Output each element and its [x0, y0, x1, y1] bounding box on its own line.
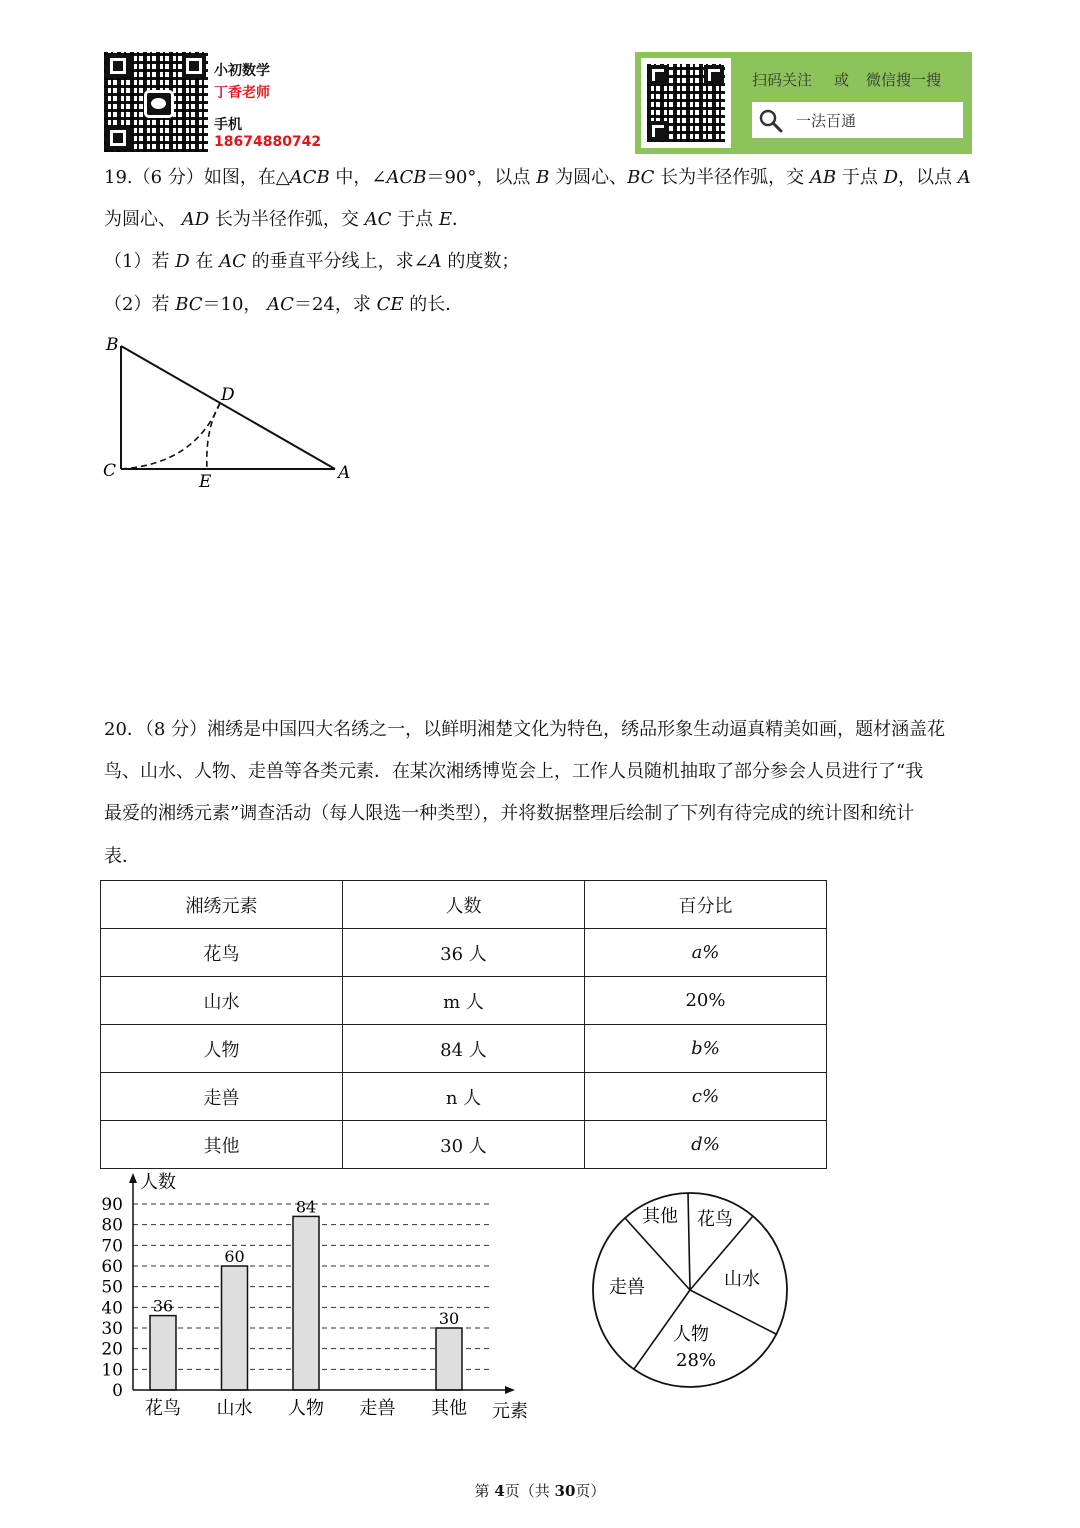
y-tick-label: 10 — [101, 1360, 123, 1381]
bar — [222, 1266, 248, 1390]
header-left-line1: 小初数学 — [214, 63, 270, 79]
header-right-prompt-2: 微信搜一搜 — [866, 71, 942, 89]
table-cell: m 人 — [343, 977, 585, 1025]
x-category-label: 其他 — [431, 1398, 467, 1419]
y-tick-label: 60 — [101, 1257, 123, 1277]
stats-table — [100, 880, 827, 1169]
q19-part2: （2）若 BC＝10， AC＝24，求 CE 的长． — [104, 294, 464, 315]
table-header-cell: 人数 — [343, 881, 585, 929]
x-axis-arrow-icon — [505, 1386, 515, 1394]
wechat-search-box[interactable] — [752, 102, 963, 138]
y-axis-title: 人数 — [140, 1172, 176, 1193]
header-right-banner — [635, 52, 972, 154]
point-e-label: E — [199, 472, 212, 492]
table-cell: 走兽 — [101, 1073, 343, 1121]
segment-ab — [121, 346, 335, 469]
table-cell: c% — [585, 1073, 827, 1121]
table-cell: 30 人 — [343, 1121, 585, 1169]
x-category-label: 花鸟 — [145, 1398, 181, 1419]
bar — [293, 1216, 319, 1390]
table-cell: 84 人 — [343, 1025, 585, 1073]
q19-line1: 19.（6 分）如图，在△ACB 中，∠ACB＝90°，以点 B 为圆心、BC 长为半径作弧，交 AB 于点 D，以点 A — [104, 167, 971, 188]
qr-code-icon — [104, 52, 208, 152]
bar-value-label: 30 — [438, 1309, 460, 1328]
table-cell: a% — [585, 929, 827, 977]
table-header-cell: 湘绣元素 — [101, 881, 343, 929]
page-footer: 第 4页（共 30页） — [474, 1482, 606, 1500]
y-tick-label: 30 — [101, 1319, 123, 1339]
q20-line2: 鸟、山水、人物、走兽等各类元素．在某次湘绣博览会上，工作人员随机抽取了部分参会人员进行了“我 — [104, 761, 924, 782]
bar-value-label: 84 — [295, 1197, 317, 1217]
search-icon — [758, 108, 784, 134]
table-row — [101, 929, 827, 977]
y-tick-label: 70 — [101, 1236, 123, 1257]
x-category-label: 山水 — [216, 1398, 253, 1419]
header-right-qr-box — [641, 58, 731, 148]
bar-chart — [95, 1165, 545, 1435]
table-row — [101, 1073, 827, 1121]
vertex-b-label: B — [106, 335, 119, 355]
table-cell: b% — [585, 1025, 827, 1073]
q20-line3: 最爱的湘绣元素”调查活动（每人限选一种类型），并将数据整理后绘制了下列有待完成的统计图和统计 — [104, 803, 915, 824]
table-header-cell: 百分比 — [585, 881, 827, 929]
table-row — [101, 1025, 827, 1073]
pie-slice-label: 走兽 — [609, 1277, 645, 1298]
table-cell: 人物 — [101, 1025, 343, 1073]
bar-value-label: 36 — [152, 1296, 174, 1316]
arc-from-b — [121, 403, 220, 469]
x-category-label: 走兽 — [359, 1398, 396, 1419]
point-d-label: D — [221, 385, 235, 405]
y-tick-label: 40 — [101, 1298, 123, 1319]
header-right-prompt-or: 或 — [834, 71, 850, 89]
pie-slice-label: 山水 — [724, 1269, 760, 1290]
x-category-label: 人物 — [288, 1398, 324, 1419]
vertex-a-label: A — [338, 463, 351, 483]
table-row — [101, 977, 827, 1025]
wechat-icon — [144, 90, 174, 118]
bar — [150, 1316, 176, 1390]
table-cell: 山水 — [101, 977, 343, 1025]
header-left — [104, 52, 322, 152]
table-cell: 花鸟 — [101, 929, 343, 977]
pie-slice-label: 花鸟 — [697, 1209, 733, 1230]
table-cell: 36 人 — [343, 929, 585, 977]
table-cell: 20% — [585, 977, 827, 1025]
table-cell: n 人 — [343, 1073, 585, 1121]
table-cell: d% — [585, 1121, 827, 1169]
table-row — [101, 1121, 827, 1169]
vertex-c-label: C — [103, 461, 117, 481]
table-header-row — [101, 881, 827, 929]
q19-triangle-figure — [95, 330, 365, 495]
x-axis-title: 元素 — [492, 1401, 528, 1422]
pie-slice-label: 人物 — [673, 1324, 709, 1345]
y-axis-arrow-icon — [129, 1173, 137, 1183]
y-tick-label: 80 — [101, 1215, 123, 1236]
y-tick-label: 50 — [101, 1277, 123, 1298]
table-cell: 其他 — [101, 1121, 343, 1169]
header-left-line2: 丁香老师 — [214, 85, 270, 101]
wechat-search-text: 一法百通 — [796, 112, 857, 130]
q19-line2: 为圆心、 AD 长为半径作弧，交 AC 于点 E． — [104, 209, 470, 230]
bar-value-label: 60 — [224, 1247, 245, 1266]
header-left-phone: 18674880742 — [214, 134, 322, 150]
q20-line1: 20．（8 分）湘绣是中国四大名绣之一，以鲜明湘楚文化为特色，绣品形象生动逼真精美如画，题材涵盖花 — [104, 719, 946, 740]
y-tick-label: 90 — [101, 1195, 123, 1215]
pie-slice-label: 其他 — [642, 1206, 678, 1227]
page-number: 4 — [494, 1482, 505, 1500]
y-tick-label: 20 — [101, 1339, 123, 1360]
bar — [436, 1328, 462, 1390]
header-right-prompt-1: 扫码关注 — [752, 71, 813, 89]
arc-from-a — [207, 403, 220, 469]
pie-chart — [585, 1185, 800, 1400]
header-left-line3: 手机 — [214, 117, 242, 133]
y-tick-label: 0 — [112, 1381, 123, 1401]
page-total: 30 — [554, 1482, 576, 1500]
q19-part1: （1）若 D 在 AC 的垂直平分线上，求∠A 的度数； — [104, 251, 520, 272]
qr-code-icon — [647, 64, 725, 142]
q20-line4: 表． — [104, 846, 140, 867]
pie-slice-percent: 28% — [676, 1350, 717, 1371]
